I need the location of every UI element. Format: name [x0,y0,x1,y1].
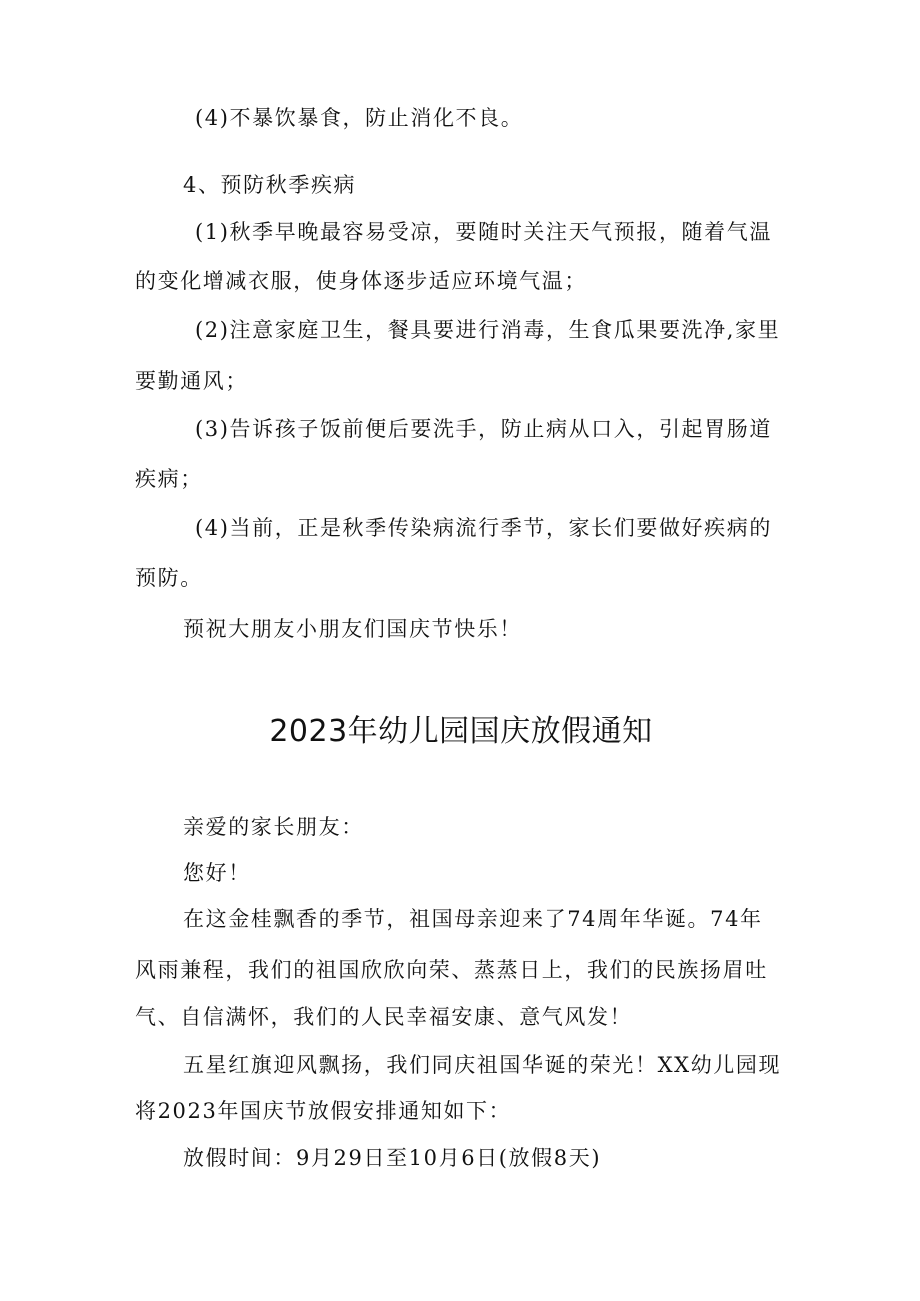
item-1-line-2: 的变化增减衣服，使身体逐步适应环境气温； [135,269,587,293]
item-1-line-1: (1)秋季早晚最容易受凉，要随时关注天气预报，随着气温 [195,220,772,244]
item-3-line-1: (3)告诉孩子饭前便后要洗手，防止病从口入，引起胃肠道 [195,417,772,441]
hello: 您好！ [183,861,251,885]
para-1-line-3: 气、自信满怀，我们的人民幸福安康、意气风发！ [135,1005,633,1029]
closing-wish: 预祝大朋友小朋友们国庆节快乐！ [183,617,522,641]
item-4-line-2: 预防。 [135,566,203,590]
item-3-line-2: 疾病； [135,467,203,491]
item-4-diet: (4)不暴饮暴食，防止消化不良。 [195,106,524,130]
item-2-line-1: (2)注意家庭卫生，餐具要进行消毒，生食瓜果要洗净,家里 [195,318,781,342]
item-2-line-2: 要勤通风； [135,369,248,393]
notice-title: 2023年幼儿园国庆放假通知 [269,714,653,749]
para-2-line-2: 将2023年国庆节放假安排通知如下： [135,1099,512,1123]
greeting: 亲爱的家长朋友： [183,815,364,839]
item-4-line-1: (4)当前，正是秋季传染病流行季节，家长们要做好疾病的 [195,516,772,540]
para-1-line-1: 在这金桂飘香的季节，祖国母亲迎来了74周年华诞。74年 [183,907,763,931]
para-2-line-1: 五星红旗迎风飘扬，我们同庆祖国华诞的荣光！XX幼儿园现 [183,1053,782,1077]
para-1-line-2: 风雨兼程，我们的祖国欣欣向荣、蒸蒸日上，我们的民族扬眉吐 [135,958,768,982]
section-4-heading: 4、预防秋季疾病 [183,173,357,197]
holiday-time: 放假时间：9月29日至10月6日(放假8天) [183,1146,602,1170]
